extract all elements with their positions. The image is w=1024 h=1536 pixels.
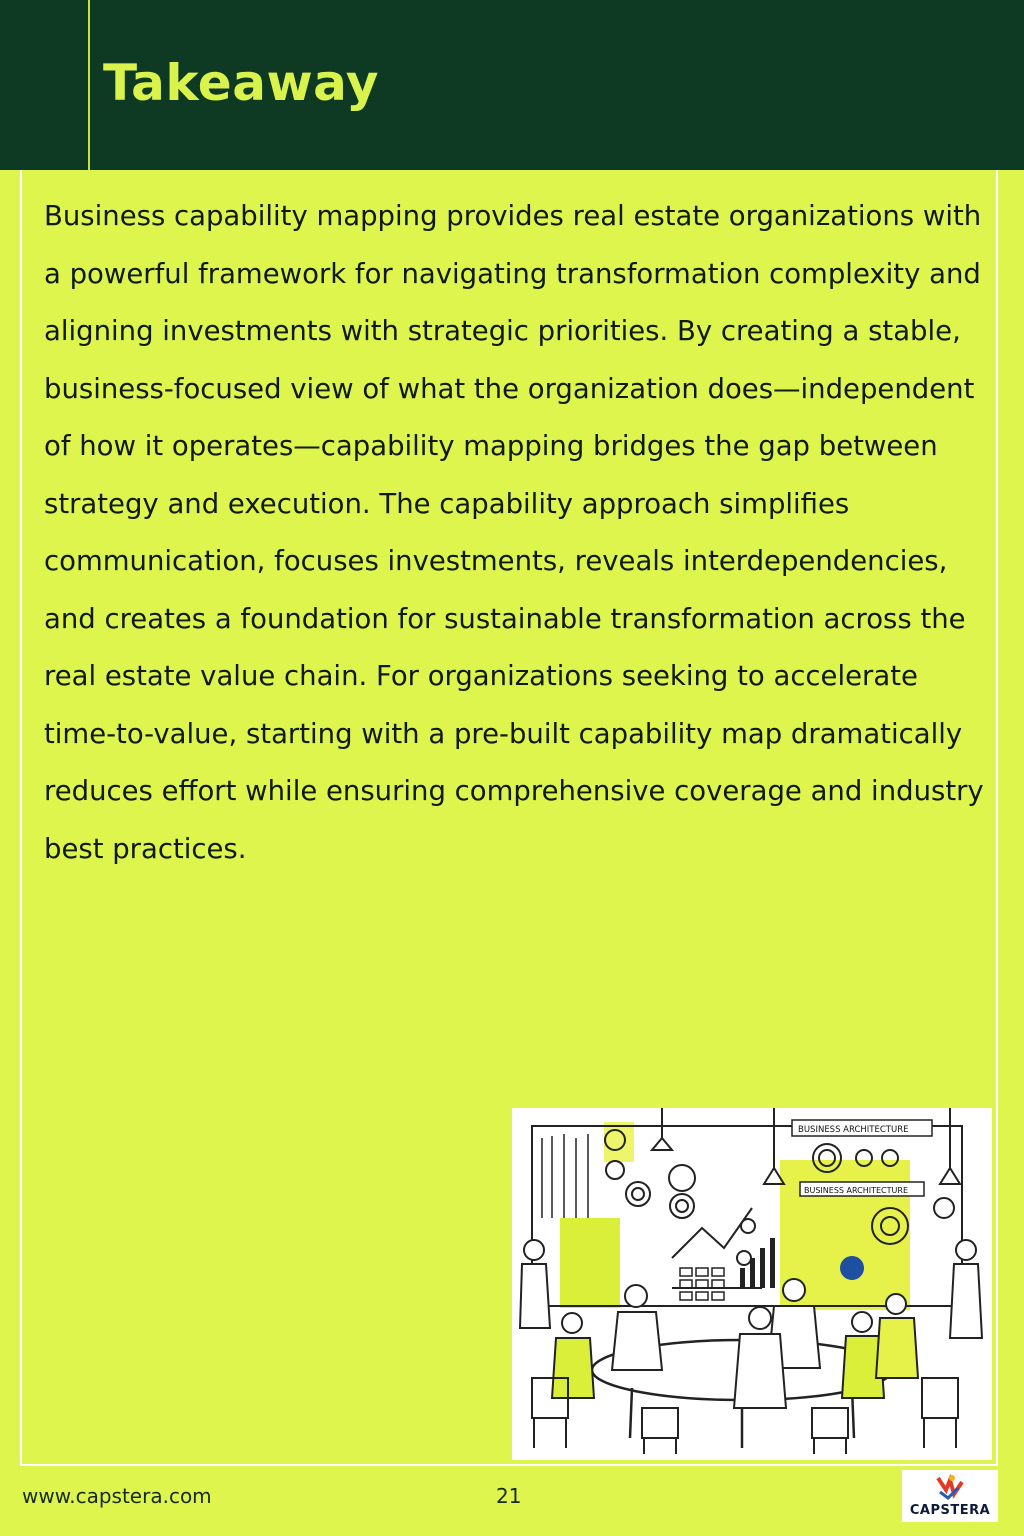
board-label-2: BUSINESS ARCHITECTURE	[804, 1186, 908, 1195]
grid-boxes	[680, 1268, 724, 1300]
page-number: 21	[496, 1484, 522, 1508]
meeting-illustration	[512, 1108, 992, 1460]
capstera-logo-icon	[930, 1472, 970, 1502]
capstera-logo	[902, 1470, 998, 1522]
page-title: Takeaway	[103, 54, 379, 112]
highlight-panel-top	[604, 1122, 634, 1162]
highlight-panel-left	[560, 1218, 620, 1308]
board-label-1: BUSINESS ARCHITECTURE	[798, 1125, 909, 1135]
bar-chart	[740, 1238, 775, 1288]
logo-text: CAPSTERA	[909, 1503, 991, 1518]
pencil-icons	[542, 1134, 588, 1218]
meeting-illustration-svg	[512, 1108, 992, 1460]
header-divider	[88, 0, 90, 170]
footer-url[interactable]: www.capstera.com	[22, 1484, 212, 1508]
blue-dot	[840, 1256, 864, 1280]
page-header	[0, 0, 1024, 170]
takeaway-paragraph: Business capability mapping provides real estate organizations with a powerful framework for navigating transformation complexity and aligning investments with strategic priorities. By creating a stable, business-focused view of what the organization does—independent of how it operates—capability mapping bridges the gap between strategy and execution. The capability approach simplifies communication, focuses investments, reveals interdependencies, and creates a foundation for sustainable transformation across the real estate value chain. For organizations seeking to accelerate time-to-value, starting with a pre-built capability map dramatically reduces effort while ensuring comprehensive coverage and industry best practices.	[44, 200, 984, 865]
